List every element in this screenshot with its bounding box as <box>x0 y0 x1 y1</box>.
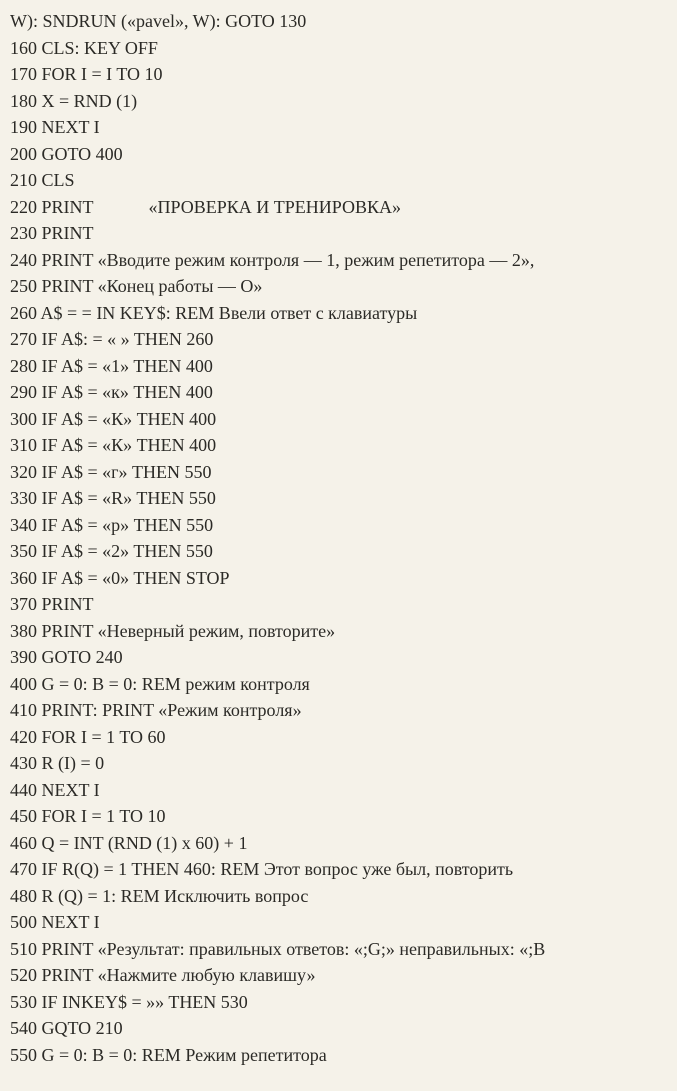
line-code: IF A$ = «R» THEN 550 <box>41 488 216 508</box>
code-line <box>10 803 663 830</box>
line-number: 210 <box>10 170 37 190</box>
line-number: W): <box>10 11 38 31</box>
code-line <box>10 750 663 777</box>
code-line <box>10 1042 663 1069</box>
line-code: IF A$ = «г» THEN 550 <box>41 461 212 482</box>
line-number: 290 <box>10 382 37 402</box>
code-line <box>10 273 663 300</box>
line-number: 320 <box>10 461 37 482</box>
line-number: 310 <box>10 435 37 455</box>
line-code: CLS: KEY OFF <box>41 37 158 58</box>
line-number: 550 <box>10 1044 37 1065</box>
line-number: 400 <box>10 673 37 694</box>
line-number: 300 <box>10 408 37 429</box>
line-number: 340 <box>10 514 37 535</box>
line-code: NEXT I <box>41 779 100 800</box>
line-number: 220 <box>10 196 37 217</box>
code-line <box>10 830 663 857</box>
code-line <box>10 194 663 221</box>
line-number: 270 <box>10 329 37 349</box>
line-number: 190 <box>10 117 37 137</box>
line-code: SNDRUN («pavel», W): GOTO 130 <box>42 11 307 31</box>
line-code: X = RND (1) <box>41 90 138 111</box>
line-code: Q = INT (RND (1) x 60) + 1 <box>41 832 248 853</box>
line-number: 380 <box>10 620 37 641</box>
code-line <box>10 538 663 565</box>
line-number: 170 <box>10 64 37 84</box>
code-line <box>10 909 663 936</box>
line-code: FOR I = 1 TO 60 <box>41 726 166 747</box>
line-code: IF A$ = «2» THEN 550 <box>41 541 213 561</box>
code-line <box>10 459 663 486</box>
line-number: 180 <box>10 90 37 111</box>
line-code: IF A$ = «0» THEN STOP <box>41 567 230 588</box>
code-line <box>10 300 663 327</box>
code-line <box>10 512 663 539</box>
code-line <box>10 936 663 963</box>
code-line <box>10 697 663 724</box>
line-code: NEXT I <box>41 117 100 137</box>
line-number: 500 <box>10 912 37 932</box>
line-number: 540 <box>10 1018 37 1038</box>
line-code: PRINT «Неверный режим, повторите» <box>41 620 336 641</box>
line-number: 460 <box>10 832 37 853</box>
line-code: PRINT: PRINT «Режим контроля» <box>41 700 302 720</box>
program-title: «ПРОВЕРКА И ТРЕНИРОВКА» <box>148 196 401 217</box>
line-code: IF A$ = «К» THEN 400 <box>41 435 217 455</box>
code-line <box>10 247 663 274</box>
line-code: IF INKEY$ = »» THEN 530 <box>41 991 248 1012</box>
code-line <box>10 406 663 433</box>
line-code: IF A$ = «к» THEN 400 <box>41 382 213 402</box>
line-code: IF A$ = «1» THEN 400 <box>41 355 213 376</box>
code-line <box>10 8 663 35</box>
code-line <box>10 326 663 353</box>
line-number: 410 <box>10 700 37 720</box>
code-line <box>10 565 663 592</box>
line-number: 450 <box>10 806 37 826</box>
line-code: PRINT <box>41 594 94 614</box>
line-number: 480 <box>10 885 37 906</box>
line-number: 390 <box>10 647 37 667</box>
line-code: PRINT «Нажмите любую клавишу» <box>41 965 316 985</box>
line-code: G = 0: B = 0: REM режим контроля <box>41 673 310 694</box>
code-line <box>10 591 663 618</box>
code-line <box>10 883 663 910</box>
line-code: IF R(Q) = 1 THEN 460: REM Этот вопрос уже был, повторить <box>41 859 514 879</box>
code-line <box>10 88 663 115</box>
line-number: 440 <box>10 779 37 800</box>
line-code: R (I) = 0 <box>41 753 105 773</box>
line-code: GOTO 240 <box>41 647 123 667</box>
line-code: PRINT <box>41 223 94 243</box>
line-code: CLS <box>41 170 75 190</box>
code-line <box>10 61 663 88</box>
line-number: 370 <box>10 594 37 614</box>
line-number: 200 <box>10 143 37 164</box>
code-line <box>10 114 663 141</box>
line-code: GQTO 210 <box>41 1018 123 1038</box>
line-code: IF A$ = «К» THEN 400 <box>41 408 217 429</box>
line-code: PRINT «Результат: правильных ответов: «;G;» неправильных: «;B <box>41 938 546 959</box>
line-code: G = 0: B = 0: REM Режим репетитора <box>41 1044 327 1065</box>
line-code: IF A$: = « » THEN 260 <box>41 329 214 349</box>
line-number: 160 <box>10 37 37 58</box>
line-number: 240 <box>10 249 37 270</box>
code-line <box>10 777 663 804</box>
line-number: 420 <box>10 726 37 747</box>
code-line <box>10 856 663 883</box>
line-code: FOR I = I TO 10 <box>41 64 163 84</box>
line-code: GOTO 400 <box>41 143 123 164</box>
code-line <box>10 167 663 194</box>
line-number: 350 <box>10 541 37 561</box>
line-number: 330 <box>10 488 37 508</box>
code-line <box>10 1015 663 1042</box>
line-number: 230 <box>10 223 37 243</box>
code-line <box>10 962 663 989</box>
line-number: 530 <box>10 991 37 1012</box>
code-line <box>10 220 663 247</box>
line-number: 360 <box>10 567 37 588</box>
line-number: 280 <box>10 355 37 376</box>
line-code: FOR I = 1 TO 10 <box>41 806 166 826</box>
code-line <box>10 379 663 406</box>
line-code: R (Q) = 1: REM Исключить вопрос <box>41 885 309 906</box>
line-code: IF A$ = «р» THEN 550 <box>41 514 214 535</box>
line-code: PRINT <box>41 196 94 217</box>
code-line <box>10 644 663 671</box>
line-code: A$ = = IN KEY$: REM Ввели ответ с клавиатуры <box>40 302 418 323</box>
code-line <box>10 671 663 698</box>
line-number: 250 <box>10 276 37 296</box>
line-code: NEXT I <box>41 912 100 932</box>
line-number: 510 <box>10 938 37 959</box>
code-line <box>10 35 663 62</box>
line-code: PRINT «Вводите режим контроля — 1, режим репетитора — 2», <box>41 249 535 270</box>
line-number: 430 <box>10 753 37 773</box>
code-line <box>10 432 663 459</box>
code-line <box>10 989 663 1016</box>
line-number: 260 <box>10 302 37 323</box>
line-number: 520 <box>10 965 37 985</box>
code-line <box>10 141 663 168</box>
code-line <box>10 353 663 380</box>
line-number: 470 <box>10 859 37 879</box>
code-line <box>10 485 663 512</box>
code-line <box>10 724 663 751</box>
code-line <box>10 618 663 645</box>
line-code: PRINT «Конец работы — O» <box>41 276 263 296</box>
